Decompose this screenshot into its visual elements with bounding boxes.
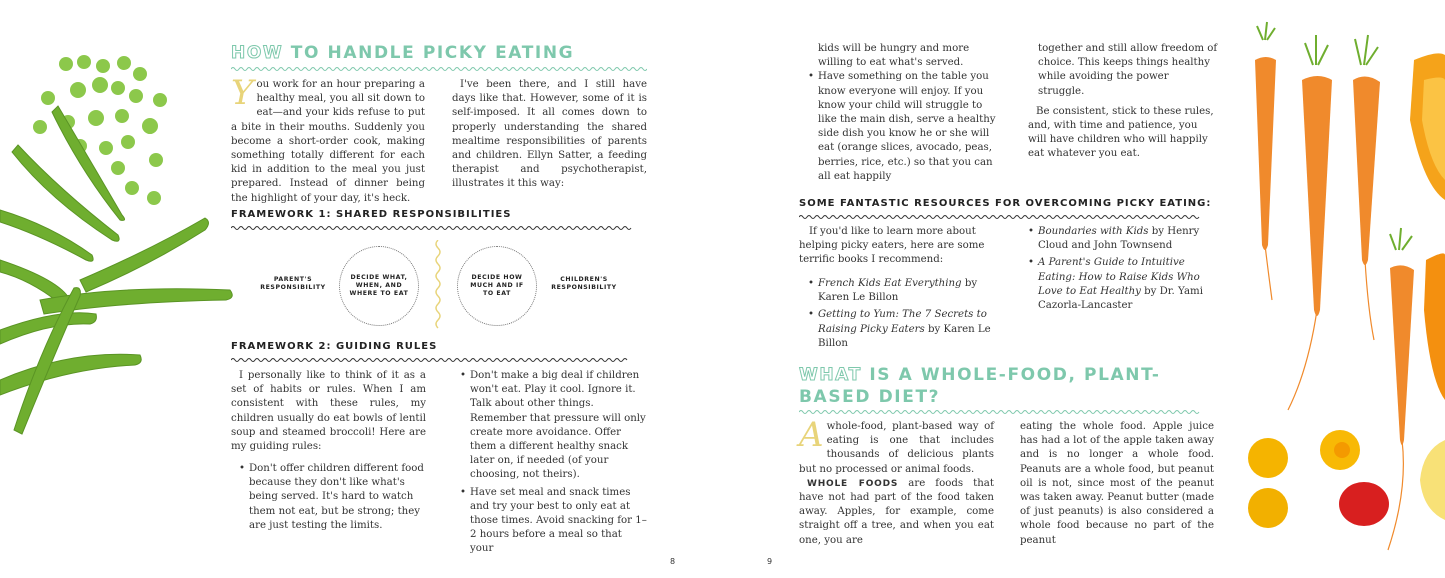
section-title-outline: HOW [231,43,284,63]
rules-intro-text: I personally like to think of it as a set of habits or rules. When I am consistent with these rules, my children usually do eat bowls of lentil soup and steamed broccoli! Here are my guiding rules: [231,370,426,453]
book-title: Getting to Yum: The 7 Secrets to Raising Picky Eaters [818,309,987,335]
book-author: by Karen Le Billon [818,323,991,349]
rules-list-col1 [239,462,427,536]
whole-food-paragraph-1b: are foods that have not had part of the food taken away. Apples, for example, come straight off a tree, and when you eat one, you are [799,477,994,546]
rule-item: • Don't offer children different food because they don't like what's being served. It's hard to watch them not eat, but be strong; they are just testing the limits. [239,462,427,533]
book-title: A Parent's Guide to Intuitive Eating: How to Raise Kids Who Love to Eat Healthy [1038,257,1200,297]
left-page [0,0,722,578]
dropcap-y: Y [231,73,254,113]
book-title: French Kids Eat Everything [818,278,962,289]
intro-paragraph-1-text: ou work for an hour preparing a healthy meal, you all sit down to eat—and your kids refuse to put a bite in their mouths. Suddenly you become a short-order cook, making something totally different for each kid in addition to the meal you just prepared. Instead of dinner being the highlight of your day, it's heck. [231,79,425,204]
continued-rules-col1 [808,42,998,187]
rules-intro [231,369,426,454]
section-title [231,43,574,63]
dropcap-a: A [799,415,824,455]
continued-rule-text: kids will be hungry and more willing to eat what's served. [818,43,970,69]
childrens-responsibility-circle [457,246,537,326]
books-list-col2 [1028,225,1218,316]
rule-item: • Don't make a big deal if children won't eat. Play it cool. Ignore it. Talk about other things. Remember that pressure will only create more avoidance. Offer them a different healthy snack later on, if needed (of your choosing, not theirs). [460,369,648,483]
continued-rules-col2 [1028,42,1218,162]
book-item [1028,225,1218,253]
rule-item: • Have something on the table you know everyone will enjoy. If you know your child will struggle to like the main dish, serve a healthy side dish you know he or she will eat (orange slices, avocado, peas, berries, rice, etc.) so that you can all eat happily [808,70,998,184]
right-page [722,0,1445,578]
section-title-2-outline: WHAT [799,365,862,385]
intro-paragraph-1 [231,73,425,206]
framework2-title: FRAMEWORK 2: GUIDING RULES [231,341,438,352]
book-author: by Karen Le Billon [818,278,978,304]
continued-paragraph-1: together and still allow freedom of choice. This keeps things healthy while avoiding the power struggle. [1038,43,1218,97]
book-item [808,308,994,351]
book-author: by Henry Cloud and John Townsend [1038,226,1200,252]
continued-paragraph-2: Be consistent, stick to these rules, and, with time and patience, you will have children who will happily eat whatever you eat. [1028,105,1214,160]
title-wave-divider [231,66,647,72]
section-title-2-rest: IS A WHOLE-FOOD, PLANT-BASED DIET? [799,365,1161,407]
books-list-col1 [808,277,994,354]
framework2-wave-divider [231,357,647,363]
whole-foods-term: WHOLE FOODS [807,478,899,489]
framework1-wave-divider [231,225,647,231]
resources-wave-divider [799,214,1215,220]
intro-paragraph-2-text: I've been there, and I still have days like that. However, some of it is self-imposed. It all comes down to properly understanding the shared mealtime responsibilities of parents and children. Ellyn Satter, a feeding therapist and psychotherapist, illustrates it this way: [452,79,647,190]
intro-paragraph-2 [452,78,647,192]
children-circle-text: DECIDE HOW MUCH AND IF TO EAT [470,274,524,297]
framework1-title: FRAMEWORK 1: SHARED RESPONSIBILITIES [231,209,512,220]
continued-rules-list [808,70,998,184]
whole-food-paragraph-1a: whole-food, plant-based way of eating is one that includes thousands of delicious plants but no processed or animal foods. [799,421,994,475]
center-wavy-divider [432,240,444,332]
resources-intro-text: If you'd like to learn more about helping picky eaters, here are some terrific books I recommend: [799,226,985,266]
rules-list-col2 [460,369,648,560]
peas-illustration [0,50,240,450]
childrens-responsibility-label: CHILDREN'S RESPONSIBILITY [551,276,617,291]
parents-circle-text: DECIDE WHAT, WHEN, AND WHERE TO EAT [349,274,409,297]
vegetables-illustration [1238,10,1445,570]
book-item [1028,256,1218,313]
resources-intro [799,225,995,268]
whole-food-paragraph-2: eating the whole food. Apple juice has had a lot of the apple taken away and is no longer a whole food. Peanuts are a whole food, but peanut oil is not, since most of the peanut was taken away. Peanut butter (made of just peanuts) is also considered a whole food because no part of the peanut [1020,421,1214,546]
book-item [808,277,994,305]
rule-item: • Have set meal and snack times and try your best to only eat at those times. Avoid snacking for 1–2 hours before a meal so that your [460,486,648,557]
parents-responsibility-label: PARENT'S RESPONSIBILITY [260,276,326,291]
section-title-2 [799,364,1219,408]
book-author: by Dr. Yami Cazorla-Lancaster [1038,285,1203,312]
page-number-right: 9 [767,557,773,566]
resources-title: SOME FANTASTIC RESOURCES FOR OVERCOMING PICKY EATING: [799,198,1212,209]
title2-wave-divider [799,409,1215,415]
book-title: Boundaries with Kids [1038,226,1149,237]
whole-food-paragraph-1 [799,415,994,548]
section-title-rest: TO HANDLE PICKY EATING [290,43,575,63]
page-number-left: 8 [670,557,676,566]
parents-responsibility-circle [339,246,419,326]
